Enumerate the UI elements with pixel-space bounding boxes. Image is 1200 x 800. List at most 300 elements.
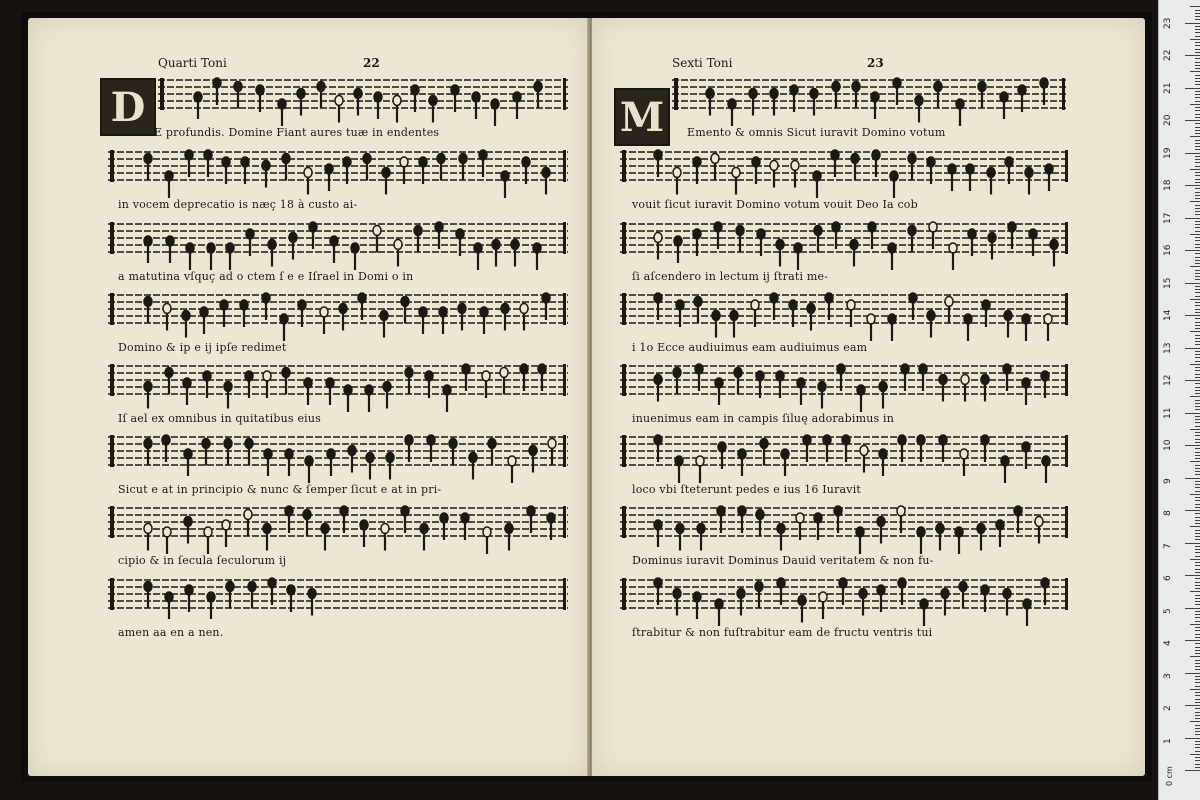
ruler-tick [1195, 42, 1200, 43]
ruler-label: 20 [1163, 114, 1173, 126]
note-icon [879, 382, 887, 409]
note-icon [330, 236, 338, 263]
note-icon [166, 236, 174, 263]
note-icon [770, 89, 778, 116]
ruler-tick [1195, 377, 1200, 378]
ruler-tick [1195, 68, 1200, 69]
running-head-left: Quarti Toni [158, 56, 227, 70]
note-icon [245, 439, 253, 466]
note-icon [472, 92, 480, 119]
note-icon [204, 527, 212, 554]
note-icon [673, 368, 681, 395]
ruler-tick [1195, 517, 1200, 518]
left-staff-4 [108, 289, 568, 335]
left-staff-7 [108, 502, 568, 548]
note-icon [949, 243, 957, 270]
note-icon [469, 453, 477, 480]
note-icon [1004, 311, 1012, 338]
left-lyric-line-6: Sicut e at in principio & nunc & ſemper ſicut e at in pri- [118, 483, 442, 496]
note-icon [405, 368, 413, 395]
note-icon [443, 385, 451, 412]
right-staff-4 [620, 289, 1070, 335]
note-icon [200, 307, 208, 334]
clef-icon [674, 78, 678, 110]
ruler-tick [1195, 247, 1200, 248]
ruler-tick [1195, 734, 1200, 735]
note-icon [1003, 589, 1011, 616]
note-icon [304, 168, 312, 195]
ruler-tick [1195, 708, 1200, 709]
ruler-tick [1195, 322, 1200, 323]
note-icon [981, 375, 989, 402]
left-lyric-line-1: E profundis. Domine Fiant aures tuæ in endentes [154, 126, 440, 139]
ruler-tick [1195, 84, 1200, 85]
note-icon [711, 154, 719, 181]
ruler-tick [1195, 208, 1200, 209]
note-icon [144, 236, 152, 263]
ruler-tick [1195, 91, 1200, 92]
ruler-tick [1190, 169, 1200, 170]
ruler-tick [1195, 448, 1200, 449]
ruler-tick [1195, 263, 1200, 264]
ruler-tick [1195, 725, 1200, 726]
note-icon [224, 439, 232, 466]
folio-right: 23 [867, 56, 884, 70]
note-icon [850, 240, 858, 267]
note-icon [383, 382, 391, 409]
ruler-tick [1195, 335, 1200, 336]
ruler-tick [1195, 354, 1200, 355]
note-icon [429, 96, 437, 123]
note-icon [144, 439, 152, 466]
ruler-tick [1190, 136, 1200, 137]
ruler-tick [1190, 526, 1200, 527]
ruler-tick [1195, 686, 1200, 687]
note-icon [382, 168, 390, 195]
ruler-tick [1195, 484, 1200, 485]
note-icon [222, 520, 230, 547]
note-icon [706, 89, 714, 116]
note-icon [920, 599, 928, 626]
ruler-tick [1190, 266, 1200, 267]
ruler-tick [1195, 253, 1200, 254]
left-lyric-line-2: in vocem deprecatio is næç 18 à custo ai- [118, 198, 358, 211]
ruler-tick [1195, 224, 1200, 225]
note-icon [737, 589, 745, 616]
ruler-tick [1195, 533, 1200, 534]
ruler-tick [1195, 260, 1200, 261]
ruler-tick [1195, 65, 1200, 66]
ruler-tick [1195, 81, 1200, 82]
ruler-tick [1195, 175, 1200, 176]
note-icon [365, 385, 373, 412]
note-icon [810, 89, 818, 116]
ruler-tick [1190, 39, 1200, 40]
ruler-tick [1195, 97, 1200, 98]
ruler-tick [1195, 481, 1200, 482]
note-icon [818, 382, 826, 409]
ruler-tick [1195, 276, 1200, 277]
note-icon [1022, 314, 1030, 341]
note-icon [696, 456, 704, 483]
ruler-label: 18 [1163, 179, 1173, 191]
ruler-tick [1185, 640, 1200, 641]
ruler-tick [1195, 692, 1200, 693]
note-icon [736, 226, 744, 253]
note-icon [508, 456, 516, 483]
left-staff-3 [108, 218, 568, 264]
ruler-tick [1190, 494, 1200, 495]
note-icon [144, 582, 152, 609]
ruler-tick [1185, 770, 1200, 771]
ruler-tick [1195, 130, 1200, 131]
note-icon [501, 304, 509, 331]
ruler-tick [1195, 127, 1200, 128]
note-icon [851, 154, 859, 181]
note-icon [738, 449, 746, 476]
note-icon [813, 171, 821, 198]
ruler-tick [1195, 182, 1200, 183]
ruler-tick [1195, 318, 1200, 319]
ruler-tick [1190, 754, 1200, 755]
ruler-tick [1190, 364, 1200, 365]
clef-icon [110, 150, 114, 182]
note-icon [908, 226, 916, 253]
note-icon [501, 171, 509, 198]
note-icon [890, 171, 898, 198]
ruler-tick [1195, 747, 1200, 748]
note-icon [548, 439, 556, 466]
note-icon [776, 240, 784, 267]
ruler-tick [1195, 231, 1200, 232]
note-icon [380, 311, 388, 338]
ruler-tick [1195, 29, 1200, 30]
ruler-tick [1195, 296, 1200, 297]
ruler-tick [1195, 149, 1200, 150]
right-lyric-line-1: Emento & omnis Sicut iuravit Domino votum [687, 126, 946, 139]
right-lyric-line-8: ſtrabitur & non fuſtrabitur eam de fructu ventris tui [632, 626, 933, 639]
ruler-tick [1185, 738, 1200, 739]
ruler-tick [1185, 380, 1200, 381]
left-lyric-line-8: amen aa en a nen. [118, 626, 224, 639]
ruler-tick [1195, 101, 1200, 102]
note-icon [797, 378, 805, 405]
ruler-tick [1195, 292, 1200, 293]
ruler-tick [1195, 513, 1200, 514]
ruler-tick [1195, 669, 1200, 670]
ruler-tick [1195, 393, 1200, 394]
ruler-tick [1195, 497, 1200, 498]
note-icon [542, 168, 550, 195]
ruler-tick [1195, 676, 1200, 677]
ruler-label: 14 [1163, 309, 1173, 321]
right-page [592, 18, 1145, 776]
note-icon [363, 154, 371, 181]
note-icon [289, 233, 297, 260]
note-icon [908, 154, 916, 181]
ruler-tick [1195, 598, 1200, 599]
note-icon [917, 527, 925, 554]
note-icon [163, 527, 171, 554]
ruler-tick [1195, 650, 1200, 651]
ruler-tick [1195, 45, 1200, 46]
note-icon [927, 311, 935, 338]
ruler-tick [1195, 52, 1200, 53]
right-staff-6 [620, 431, 1070, 477]
note-icon [348, 446, 356, 473]
ruler-tick [1195, 536, 1200, 537]
ruler-tick [1195, 699, 1200, 700]
note-icon [1045, 164, 1053, 191]
ruler-tick [1195, 32, 1200, 33]
note-icon [285, 449, 293, 476]
ruler-tick [1195, 471, 1200, 472]
ruler-label: 4 [1163, 640, 1173, 646]
ruler-tick [1195, 58, 1200, 59]
note-icon [1001, 456, 1009, 483]
ruler-tick [1195, 715, 1200, 716]
decorated-initial-right: M [614, 88, 670, 146]
ruler-unit: 0 cm [1165, 766, 1174, 786]
left-staff-1 [158, 74, 568, 120]
note-icon [264, 449, 272, 476]
note-icon [320, 307, 328, 334]
note-icon [278, 99, 286, 126]
note-icon [1025, 168, 1033, 195]
note-icon [987, 168, 995, 195]
left-staff-6 [108, 431, 568, 477]
ruler-tick [1190, 104, 1200, 105]
ruler-tick [1185, 283, 1200, 284]
ruler-tick [1195, 474, 1200, 475]
ruler-tick [1190, 71, 1200, 72]
ruler-label: 7 [1163, 542, 1173, 549]
ruler-tick [1195, 244, 1200, 245]
note-icon [859, 589, 867, 616]
note-icon [474, 243, 482, 270]
note-icon [654, 375, 662, 402]
clef-icon [110, 222, 114, 254]
note-icon [715, 378, 723, 405]
note-icon [226, 243, 234, 270]
ruler-tick [1195, 312, 1200, 313]
note-icon [673, 168, 681, 195]
ruler-label: 17 [1163, 212, 1173, 224]
ruler-tick [1195, 578, 1200, 579]
note-icon [163, 304, 171, 331]
ruler-tick [1190, 559, 1200, 560]
note-icon [303, 510, 311, 537]
note-icon [988, 233, 996, 260]
ruler-tick [1195, 211, 1200, 212]
ruler-tick [1185, 543, 1200, 544]
left-lyric-line-5: Iſ ael ex omnibus in quitatibus eius [118, 412, 322, 425]
ruler-tick [1195, 36, 1200, 37]
note-icon [420, 524, 428, 551]
note-icon [794, 243, 802, 270]
note-icon [781, 449, 789, 476]
note-icon [492, 240, 500, 267]
ruler-tick [1195, 19, 1200, 20]
ruler-tick [1185, 608, 1200, 609]
ruler-label: 13 [1163, 342, 1173, 354]
ruler-tick [1195, 465, 1200, 466]
ruler-tick [1190, 461, 1200, 462]
ruler-tick [1195, 614, 1200, 615]
note-icon [533, 243, 541, 270]
ruler-tick [1190, 201, 1200, 202]
ruler-tick [1195, 227, 1200, 228]
note-icon [529, 446, 537, 473]
ruler-tick [1185, 315, 1200, 316]
ruler-tick [1185, 153, 1200, 154]
note-icon [852, 82, 860, 109]
right-staff-1 [672, 74, 1067, 120]
note-icon [675, 456, 683, 483]
ruler-tick [1195, 695, 1200, 696]
note-icon [966, 164, 974, 191]
ruler-tick [1195, 146, 1200, 147]
clef-icon [160, 78, 164, 110]
ruler-tick [1195, 601, 1200, 602]
note-icon [401, 297, 409, 324]
ruler-tick [1190, 656, 1200, 657]
note-icon [360, 520, 368, 547]
ruler-tick [1185, 575, 1200, 576]
ruler-label: 6 [1163, 575, 1173, 581]
ruler-tick [1195, 26, 1200, 27]
note-icon [305, 456, 313, 483]
ruler-tick [1195, 621, 1200, 622]
note-icon [308, 589, 316, 616]
ruler-tick [1195, 712, 1200, 713]
clef-icon [622, 506, 626, 538]
ruler-tick [1195, 305, 1200, 306]
left-page [28, 18, 589, 776]
note-icon [939, 375, 947, 402]
ruler-tick [1190, 6, 1200, 7]
ruler-tick [1195, 728, 1200, 729]
ruler-tick [1195, 530, 1200, 531]
ruler-tick [1195, 205, 1200, 206]
note-icon [936, 524, 944, 551]
note-icon [224, 382, 232, 409]
note-icon [335, 96, 343, 123]
ruler-tick [1195, 367, 1200, 368]
right-lyric-line-6: loco vbi ſteterunt pedes e ius 16 Iuravit [632, 483, 862, 496]
note-icon [165, 368, 173, 395]
note-icon [760, 439, 768, 466]
left-staff-2 [108, 146, 568, 192]
open-book [22, 12, 1152, 782]
note-icon [867, 314, 875, 341]
ruler-tick [1195, 172, 1200, 173]
ruler-tick [1195, 328, 1200, 329]
ruler-tick [1195, 663, 1200, 664]
note-icon [282, 154, 290, 181]
ruler-tick [1195, 374, 1200, 375]
note-icon [325, 164, 333, 191]
ruler-tick [1195, 439, 1200, 440]
ruler-label: 23 [1163, 17, 1173, 29]
note-icon [1044, 314, 1052, 341]
ruler-label: 21 [1163, 82, 1173, 94]
ruler-tick [1185, 88, 1200, 89]
note-icon [798, 596, 806, 623]
clef-icon [622, 293, 626, 325]
right-lyric-line-2: vouit ſicut iuravit Domino votum vouit Deo Ia cob [632, 198, 918, 211]
note-icon [964, 314, 972, 341]
ruler-tick [1195, 279, 1200, 280]
right-staff-2 [620, 146, 1070, 192]
note-icon [879, 449, 887, 476]
note-icon [144, 382, 152, 409]
note-icon [458, 304, 466, 331]
ruler-tick [1195, 500, 1200, 501]
note-icon [756, 510, 764, 537]
ruler-tick [1195, 270, 1200, 271]
note-icon [459, 154, 467, 181]
right-lyric-line-3: ſi aſcendero in lectum ij ſtrati me- [632, 270, 829, 283]
ruler-tick [1190, 624, 1200, 625]
ruler-tick [1195, 569, 1200, 570]
note-icon [394, 240, 402, 267]
note-icon [857, 385, 865, 412]
note-icon [934, 82, 942, 109]
ruler-tick [1195, 426, 1200, 427]
note-icon [977, 524, 985, 551]
note-icon [234, 82, 242, 109]
ruler-tick [1195, 744, 1200, 745]
note-icon [393, 96, 401, 123]
note-icon [144, 297, 152, 324]
ruler-tick [1195, 16, 1200, 17]
clef-icon [622, 578, 626, 610]
ruler-tick [1195, 617, 1200, 618]
ruler-tick [1195, 117, 1200, 118]
ruler-tick [1195, 123, 1200, 124]
ruler-tick [1195, 214, 1200, 215]
note-icon [244, 510, 252, 537]
note-icon [732, 168, 740, 195]
ruler-tick [1195, 660, 1200, 661]
note-icon [202, 439, 210, 466]
ruler-tick [1195, 718, 1200, 719]
note-icon [749, 89, 757, 116]
note-icon [734, 368, 742, 395]
right-staff-3 [620, 218, 1070, 264]
note-icon [381, 524, 389, 551]
ruler-tick [1195, 588, 1200, 589]
note-icon [1022, 378, 1030, 405]
note-icon [262, 161, 270, 188]
ruler-tick [1195, 666, 1200, 667]
ruler-tick [1190, 234, 1200, 235]
ruler-tick [1195, 491, 1200, 492]
ruler-tick [1195, 325, 1200, 326]
note-icon [339, 304, 347, 331]
ruler-tick [1195, 10, 1200, 11]
ruler-tick [1195, 507, 1200, 508]
note-icon [1042, 456, 1050, 483]
note-icon [941, 589, 949, 616]
ruler-tick [1195, 198, 1200, 199]
note-icon [871, 92, 879, 119]
note-icon [996, 520, 1004, 547]
ruler-tick [1185, 348, 1200, 349]
right-lyric-line-7: Dominus iuravit Dominus Dauid veritatem & non fu- [632, 554, 934, 567]
ruler-tick [1195, 452, 1200, 453]
